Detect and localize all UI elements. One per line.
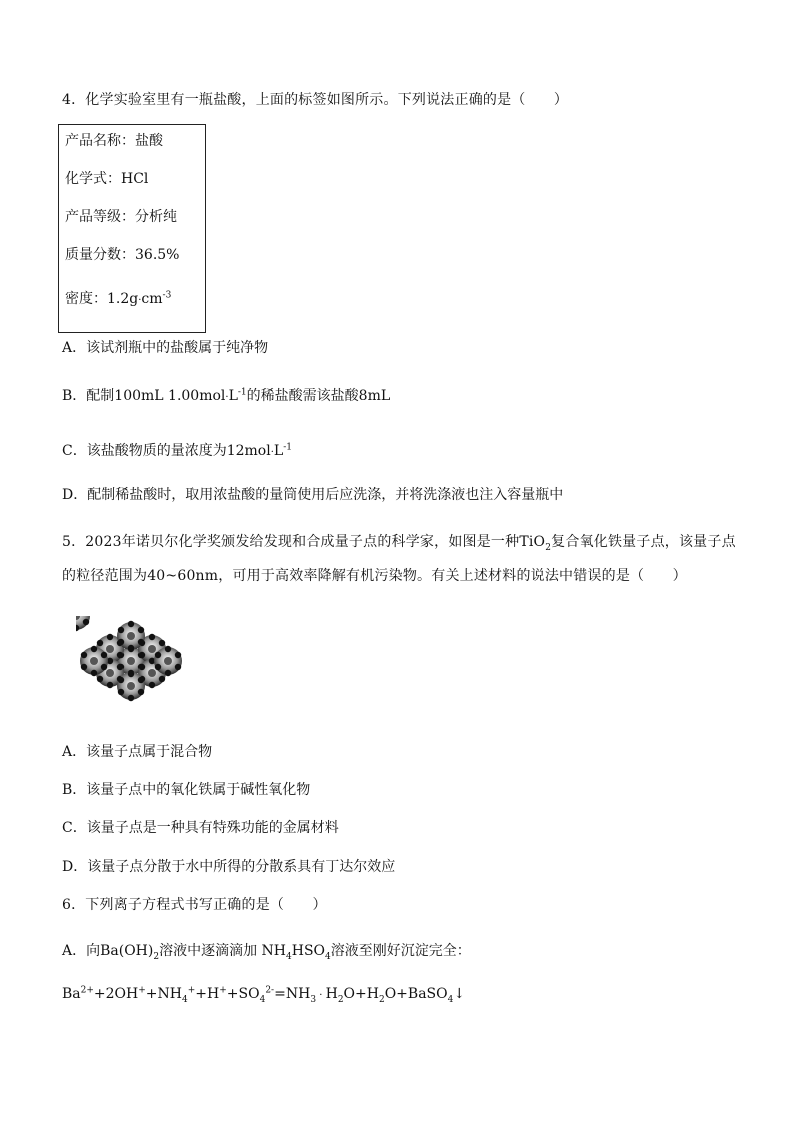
- q4-option-a: A．该试剂瓶中的盐酸属于纯净物: [62, 340, 269, 356]
- q4-option-d: D．配制稀盐酸时，取用浓盐酸的量筒使用后应洗涤，并将洗涤液也注入容量瓶中: [62, 487, 564, 503]
- q4-option-b: B．配制100mL $1.00mol\cdot L^{-1}$的稀盐酸需该盐酸8mL: [62, 387, 391, 404]
- q6-stem: 6．下列离子方程式书写正确的是（ ）: [62, 897, 327, 913]
- reagent-label-box: [58, 124, 206, 333]
- q5-option-d: D．该量子点分散于水中所得的分散系具有丁达尔效应: [62, 859, 396, 875]
- label-formula: 化学式：HCl: [65, 171, 149, 187]
- label-mass-fraction: 质量分数：36.5%: [65, 247, 180, 263]
- q5-option-a: A．该量子点属于混合物: [62, 744, 213, 760]
- label-density: 密度：$1.2g\cdot cm^{-3}$: [65, 290, 172, 307]
- q5-option-b: B．该量子点中的氧化铁属于碱性氧化物: [62, 782, 311, 798]
- q6-ionic-equation: $Ba^{2+}+2OH^++NH_4^++H^++SO_4^{2-}=NH_3$ · $H_2O+H_2O+BaSO_4↓$: [62, 985, 466, 1005]
- label-product-name: 产品名称：盐酸: [65, 133, 163, 149]
- quantum-dot-image: [76, 616, 186, 706]
- q6-option-a: A．向$Ba(OH)_2$溶液中逐滴滴加 $NH_4HSO_4$溶液至刚好沉淀完全：: [62, 943, 471, 962]
- q5-option-c: C．该量子点是一种具有特殊功能的金属材料: [62, 820, 339, 836]
- q4-option-c: C．该盐酸物质的量浓度为$12mol\cdot L^{-1}$: [62, 442, 292, 459]
- precipitate-arrow: ↓: [453, 986, 466, 1002]
- label-grade: 产品等级：分析纯: [65, 209, 177, 225]
- q5-stem-line2: 的粒径范围为40~60nm，可用于高效率降解有机污染物。有关上述材料的说法中错误的是（ ）: [62, 568, 687, 584]
- q4-stem: 4．化学实验室里有一瓶盐酸，上面的标签如图所示。下列说法正确的是（ ）: [62, 92, 569, 108]
- q5-stem-line1: 5．2023年诺贝尔化学奖颁发给发现和合成量子点的科学家，如图是一种TiO$_2$复合氧化铁量子点，该量子点: [62, 534, 736, 553]
